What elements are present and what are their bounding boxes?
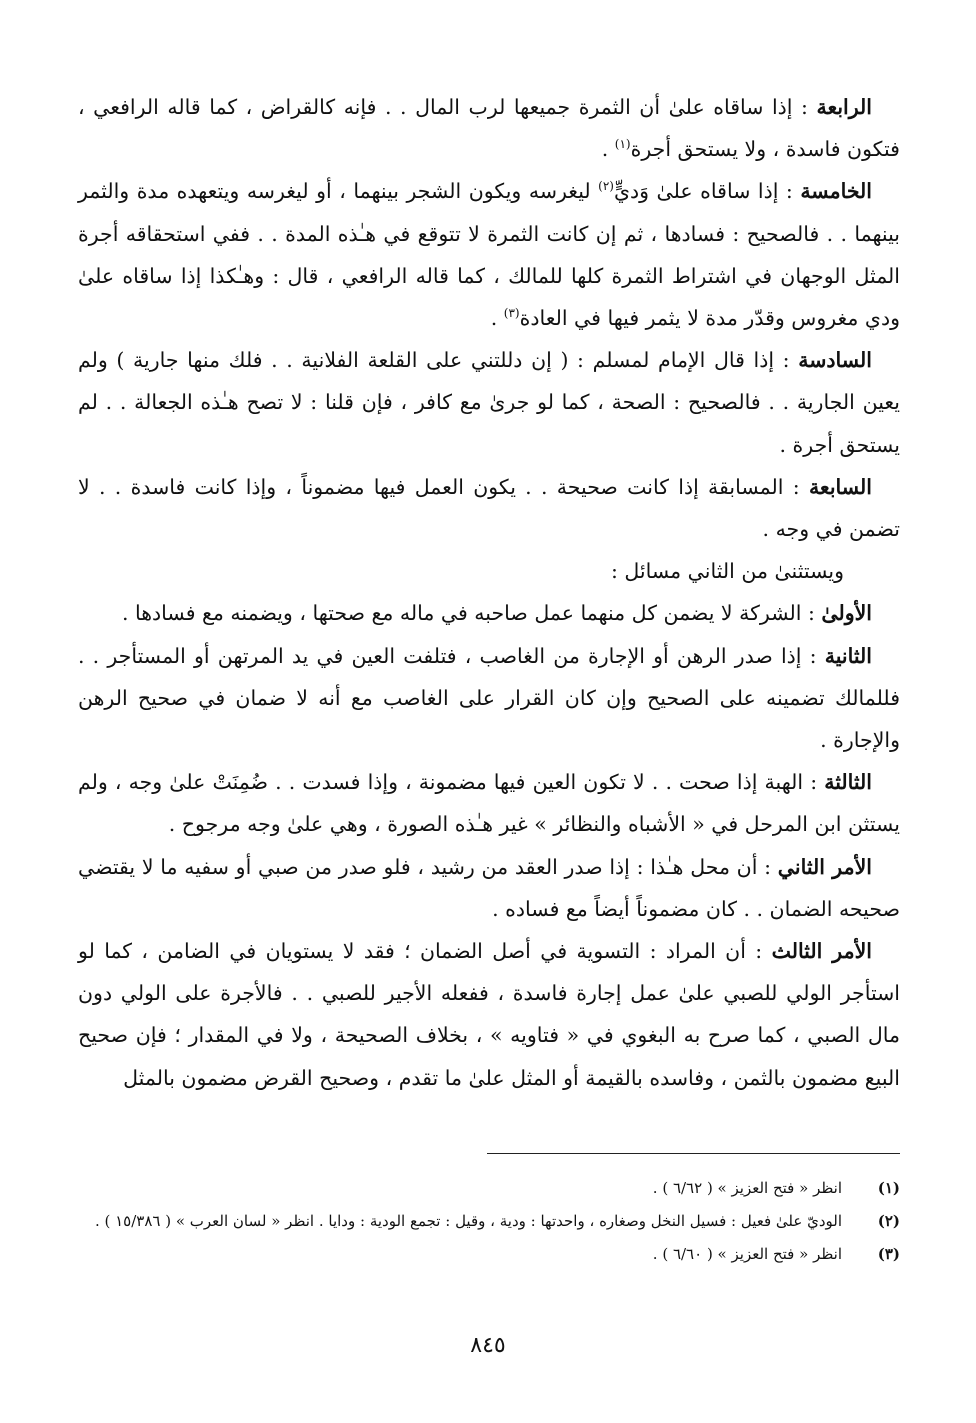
page-number: ٨٤٥ [470, 1333, 506, 1358]
paragraph-tail: . [490, 306, 504, 331]
paragraph-text: : إذا ساقاه علىٰ أن الثمرة جميعها لرب المال . . فإنه كالقراض ، كما قاله الرافعي ، فتكون فاسدة ، ولا يستحق أجرة [78, 95, 900, 162]
paragraph-heading: الرابعة [816, 95, 872, 119]
paragraph-text: ويستثنىٰ من الثاني مسائل : [610, 559, 844, 584]
paragraph-heading: الأمر الثاني [777, 854, 872, 879]
paragraph-text: : إذا ساقاه علىٰ وَديٍّ [613, 179, 801, 204]
paragraph-fifth [78, 170, 900, 339]
paragraph-second-matter [78, 846, 900, 930]
paragraph-fourth [78, 86, 900, 170]
paragraph-third-exception [78, 761, 900, 845]
paragraph-heading: الخامسة [800, 179, 872, 204]
paragraph-heading: الثانية [824, 643, 872, 668]
footnote-item [78, 1176, 900, 1201]
paragraph-text: : المسابقة إذا كانت صحيحة . . يكون العمل فيها مضموناً ، وإذا كانت فاسدة . . لا تضمن في وجه . [78, 474, 900, 542]
paragraph-second-exception [78, 635, 900, 762]
paragraph-text: : الشركة لا يضمن كل منهما عمل صاحبه في ماله مع صحتها ، ويضمنه مع فسادها . [121, 601, 822, 626]
paragraph-heading: الأمر الثالث [771, 939, 872, 964]
footnote-divider [487, 1153, 900, 1154]
footnote-number: (٣) [877, 1245, 900, 1263]
paragraph-text: : أن المراد : التسوية في أصل الضمان ؛ فقد لا يستويان في الضامن ، كما لو استأجر الولي للصبي علىٰ عمل إجارة فاسدة ، ففعله الأجير للصبي . . فالأجرة على الولي دون مال الصبي ، كما صرح به البغوي في « فتاويه » ، بخلاف الصحيحة ، ولا في المقدار ؛ فإن صحيح البيع مضمون بالثمن ، وفاسده بالقيمة أو المثل علىٰ ما تقدم ، وصحيح القرض مضمون بالمثل [78, 939, 900, 1090]
footnote-text: الوديّ علىٰ فعيل : فسيل النخل وصغاره ، واحدتها : ودية ، وقيل : تجمع الودية : ودايا . انظر « لسان العرب » ( ١٥/٣٨٦ ) . [94, 1212, 842, 1230]
paragraph-text: : إذا قال الإمام لمسلم : ( إن دللتني على القلعة الفلانية . . فلك منها جارية ) ولم يعين الجارية . . فالصحيح : الصحة ، كما لو جرىٰ مع كافر ، فإن قلنا : لا تصح هـٰذه الجعالة . . لم يستحق أجرة . [78, 348, 900, 457]
footnote-text: انظر « فتح العزيز » ( ٦/٦٠ ) . [652, 1245, 842, 1263]
paragraph-seventh [78, 466, 900, 550]
footnote-item [78, 1209, 900, 1234]
paragraph-first-exception [78, 592, 900, 634]
footnotes [78, 1176, 900, 1275]
footnote-ref: (١) [614, 137, 631, 152]
paragraph-text: : أن محل هـٰذا : إذا صدر العقد من رشيد ، فلو صدر من صبي أو سفيه ما لا يقتضي صحيحه الضمان . . كان مضموناً أيضاً مع فساده . [78, 854, 900, 921]
paragraph-heading: السابعة [808, 474, 872, 499]
paragraph-text: : الهبة إذا صحت . . لا تكون العين فيها مضمونة ، وإذا فسدت . . ضُمِنَتْ علىٰ وجه ، ولم يستثن ابن المرحل في « الأشباه والنظائر » غير هـٰذه الصورة ، وهي علىٰ وجه مرجوح . [78, 770, 900, 837]
footnote-number: (٢) [877, 1212, 900, 1230]
footnote-ref: (٢) [598, 179, 614, 194]
main-text [78, 86, 900, 1099]
paragraph-heading: الأولىٰ [821, 601, 872, 626]
footnote-ref: (٣) [503, 306, 520, 321]
footnote-item [78, 1242, 900, 1267]
footnote-text: انظر « فتح العزيز » ( ٦/٦٢ ) . [652, 1179, 842, 1197]
paragraph-exceptions-intro [78, 550, 900, 592]
paragraph-third-matter [78, 930, 900, 1099]
paragraph-sixth [78, 339, 900, 466]
paragraph-tail: . [601, 137, 615, 162]
paragraph-text-continued: ليغرسه ويكون الشجر بينهما ، أو ليغرسه ويتعهده مدة والثمر بينهما . . فالصحيح : فسادها ، ثم إن كانت الثمرة لا تتوقع في هـٰذه المدة . . ففي استحقاقه أجرة المثل الوجهان في اشتراط الثمرة كلها للمالك ، كما قاله الرافعي ، قال : وهـٰكذا إذا ساقاه علىٰ ودي مغروس وقدّر مدة لا يثمر فيها في العادة [78, 179, 900, 331]
paragraph-text: : إذا صدر الرهن أو الإجارة من الغاصب ، فتلفت العين في يد المرتهن أو المستأجر . . فللمالك تضمينه على الصحيح وإن كان القرار على الغاصب مع أنه لا ضمان في صحيح الرهن والإجارة . [78, 643, 900, 753]
paragraph-heading: السادسة [798, 348, 872, 373]
paragraph-heading: الثالثة [824, 770, 872, 795]
footnote-number: (١) [877, 1179, 900, 1197]
